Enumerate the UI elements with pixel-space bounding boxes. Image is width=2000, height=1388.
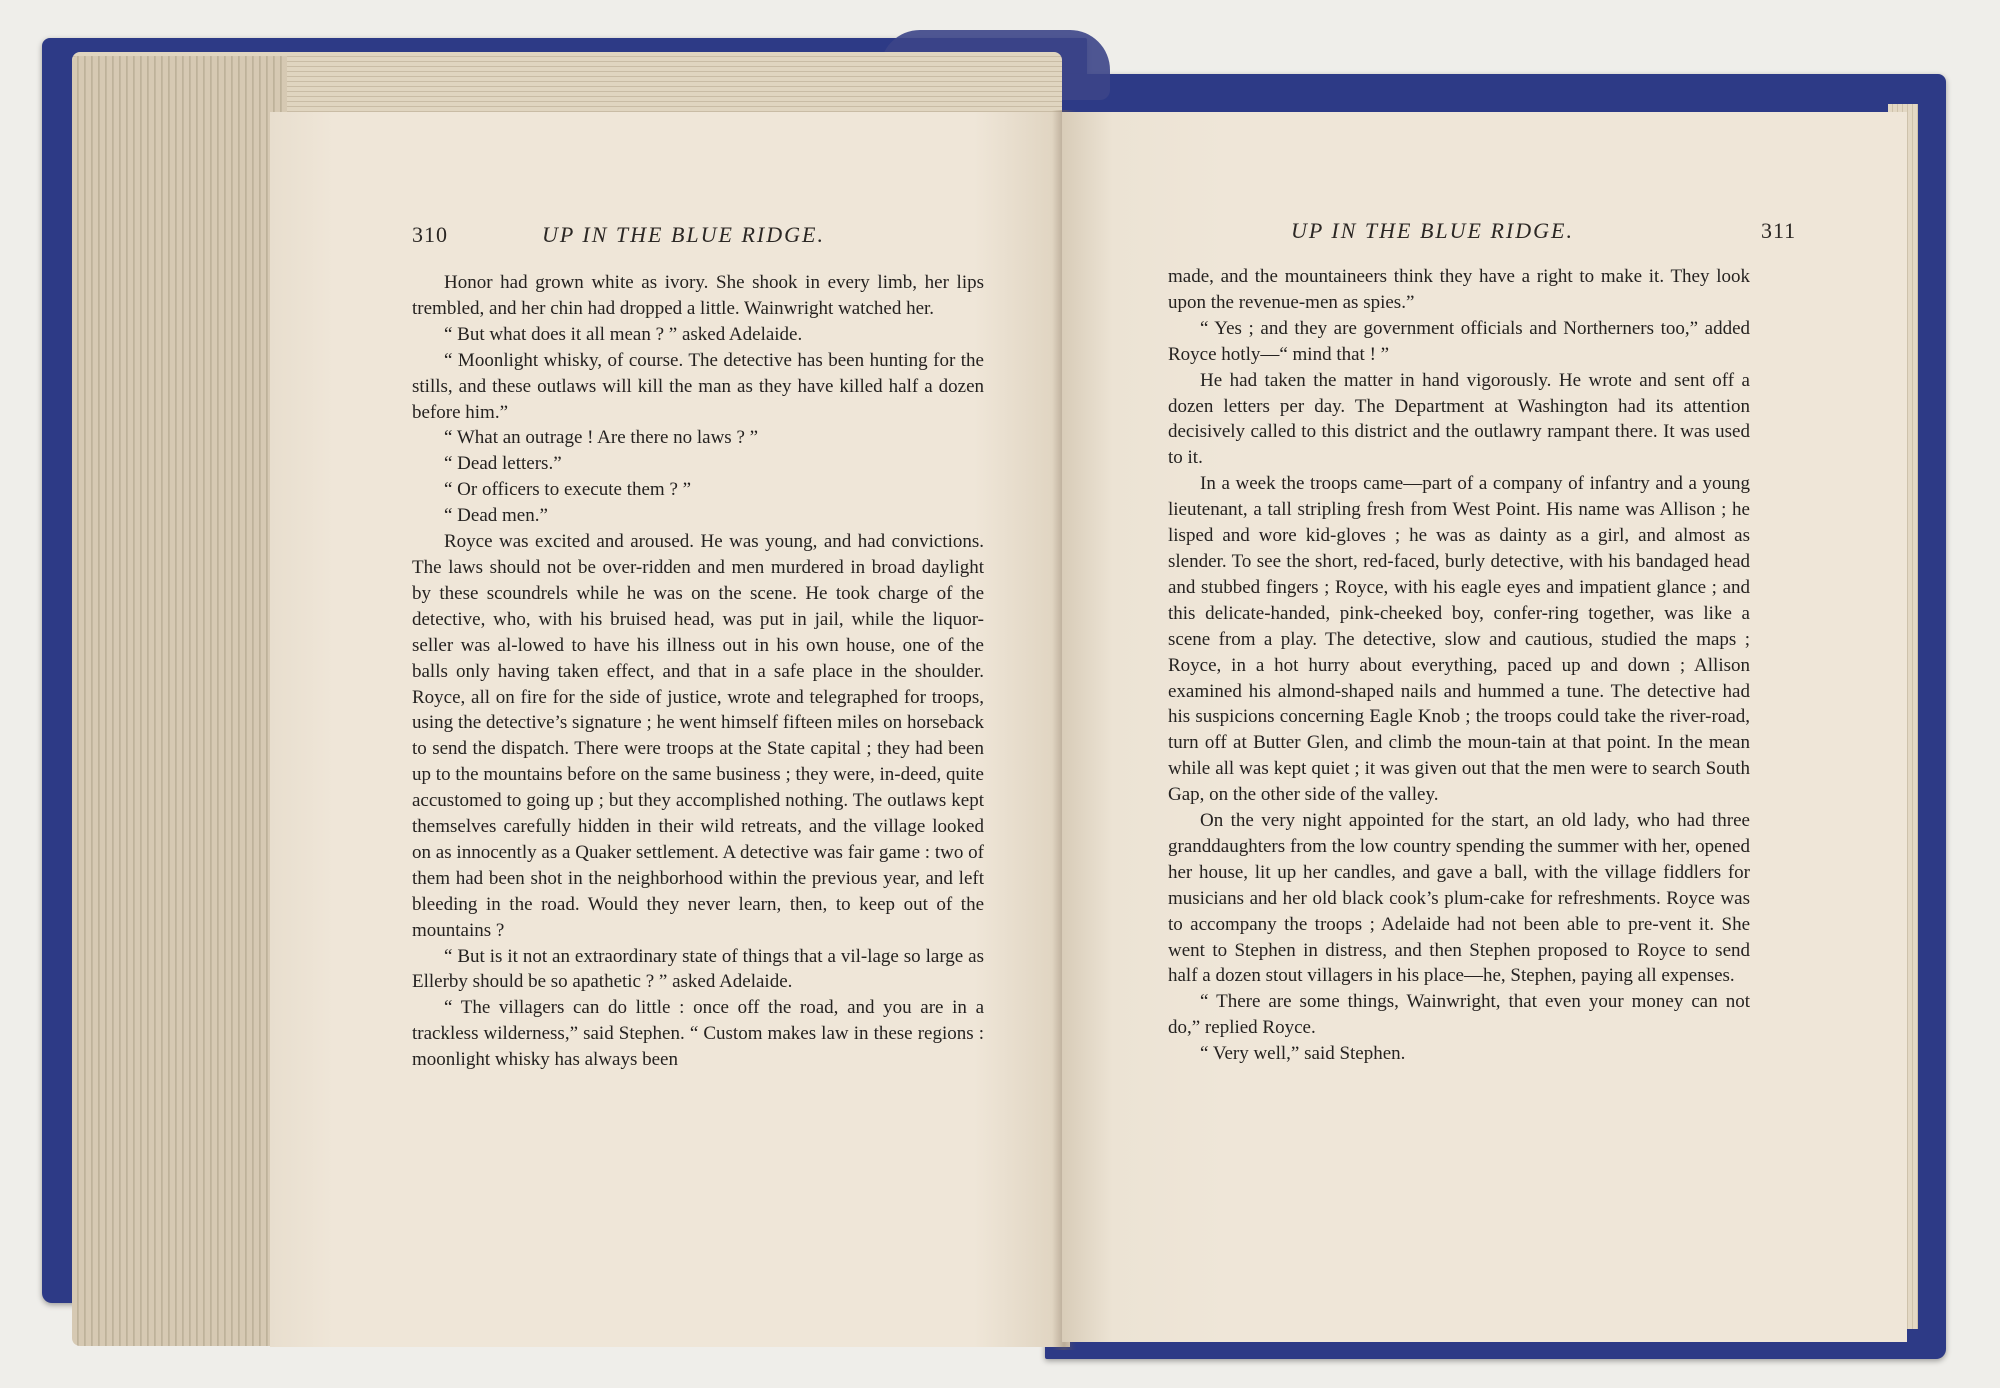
paragraph: “ But what does it all mean ? ” asked Adelaide. bbox=[444, 323, 803, 345]
paragraph: “ Dead men.” bbox=[444, 505, 548, 527]
paragraph: “ But is it not an extraordinary state of things that a vil-lage so large as Ellerby should be so apathetic ? ” asked Adelaide. bbox=[412, 945, 984, 993]
paragraph: “ There are some things, Wainwright, that even your money can not do,” replied Royce. bbox=[1168, 991, 1750, 1039]
paragraph: “ Dead letters.” bbox=[444, 453, 562, 475]
left-page bbox=[270, 112, 1070, 1347]
paragraph: He had taken the matter in hand vigorously. He wrote and sent off a dozen letters per day. The Department at Washington had its attention decisively called to this district and the outlawry rampant there. It was used to it. bbox=[1168, 369, 1750, 469]
paragraph: On the very night appointed for the start, an old lady, who had three granddaughters from the low country spending the summer with her, opened her house, lit up her candles, and gave a ball, with the village fiddlers for musicians and her old black cook’s plum-cake for refreshments. Royce was to accompany the troops ; Adelaide had not been able to pre-vent it. She went to Stephen in distress, and then Stephen proposed to Royce to send half a dozen stout villagers in his place—he, Stephen, paying all expenses. bbox=[1168, 810, 1750, 987]
paragraph: Honor had grown white as ivory. She shook in every limb, her lips trembled, and her chin had dropped a little. Wainwright watched her. bbox=[412, 272, 984, 319]
paragraph: “ Moonlight whisky, of course. The detective has been hunting for the stills, and these outlaws will kill the man as they have killed half a dozen before him.” bbox=[412, 349, 984, 423]
running-title: UP IN THE BLUE RIDGE. bbox=[1291, 218, 1574, 243]
paragraph: “ Yes ; and they are government officials and Northerners too,” added Royce hotly—“ mind that ! ” bbox=[1168, 317, 1750, 365]
right-page bbox=[1062, 112, 1907, 1342]
running-title: UP IN THE BLUE RIDGE. bbox=[542, 222, 825, 247]
page-number: 310 bbox=[412, 222, 448, 247]
paragraph: In a week the troops came—part of a company of infantry and a young lieutenant, a tall stripling fresh from West Point. His name was Allison ; he lisped and wore kid-gloves ; he was as dainty as a girl, and almost as slender. To see the short, red-faced, burly detective, with his bandaged head and stubbed fingers ; Royce, with his eagle eyes and impatient glance ; and this delicate-handed, pink-cheeked boy, confer-ring together, was like a scene from a play. The detective, slow and cautious, studied the maps ; Royce, in a hot hurry about everything, paced up and down ; Allison examined his almond-shaped nails and hummed a tune. The detective had his suspicions concerning Eagle Knob ; the troops could take the river-road, turn off at Butter Glen, and climb the moun-tain at that point. In the mean while all was kept quiet ; it was given out that the men were to search South Gap, on the other side of the valley. bbox=[1168, 473, 1750, 806]
left-page-body bbox=[412, 270, 984, 1073]
page-number: 311 bbox=[1761, 218, 1797, 243]
paragraph: Royce was excited and aroused. He was young, and had convictions. The laws should not be over-ridden and men murdered in broad daylight by these scoundrels while he was on the scene. He took charge of the detective, who, with his bruised head, was put in jail, while the liquor-seller was al-lowed to have his illness out in his own house, one of the balls only having taken effect, and that in a safe place in the shoulder. Royce, all on fire for the side of justice, wrote and telegraphed for troops, using the detective’s signature ; he went himself fifteen miles on horseback to send the dispatch. There were troops at the State capital ; they had been up to the mountains before on the same business ; they were, in-deed, quite accustomed to going up ; but they accomplished nothing. The outlaws kept themselves carefully hidden in their wild retreats, and the village looked on as innocently as a Quaker settlement. A detective was fair game : two of them had been shot in the neighborhood within the previous year, and left bleeding in the road. Would they never learn, then, to keep out of the mountains ? bbox=[412, 531, 984, 941]
paragraph: made, and the mountaineers think they have a right to make it. They look upon the revenue-men as spies.” bbox=[1168, 266, 1750, 313]
paragraph: “ What an outrage ! Are there no laws ? ” bbox=[444, 427, 759, 449]
paragraph: “ Or officers to execute them ? ” bbox=[444, 479, 692, 501]
page-edges-left bbox=[72, 56, 287, 1346]
right-page-header bbox=[1291, 218, 1811, 248]
paragraph: “ The villagers can do little : once off the road, and you are in a trackless wilderness,” said Stephen. “ Custom makes law in these regions : moonlight whisky has always been bbox=[412, 997, 984, 1071]
paragraph: “ Very well,” said Stephen. bbox=[1200, 1043, 1406, 1065]
right-page-body bbox=[1168, 264, 1750, 1067]
left-page-header bbox=[412, 222, 992, 252]
